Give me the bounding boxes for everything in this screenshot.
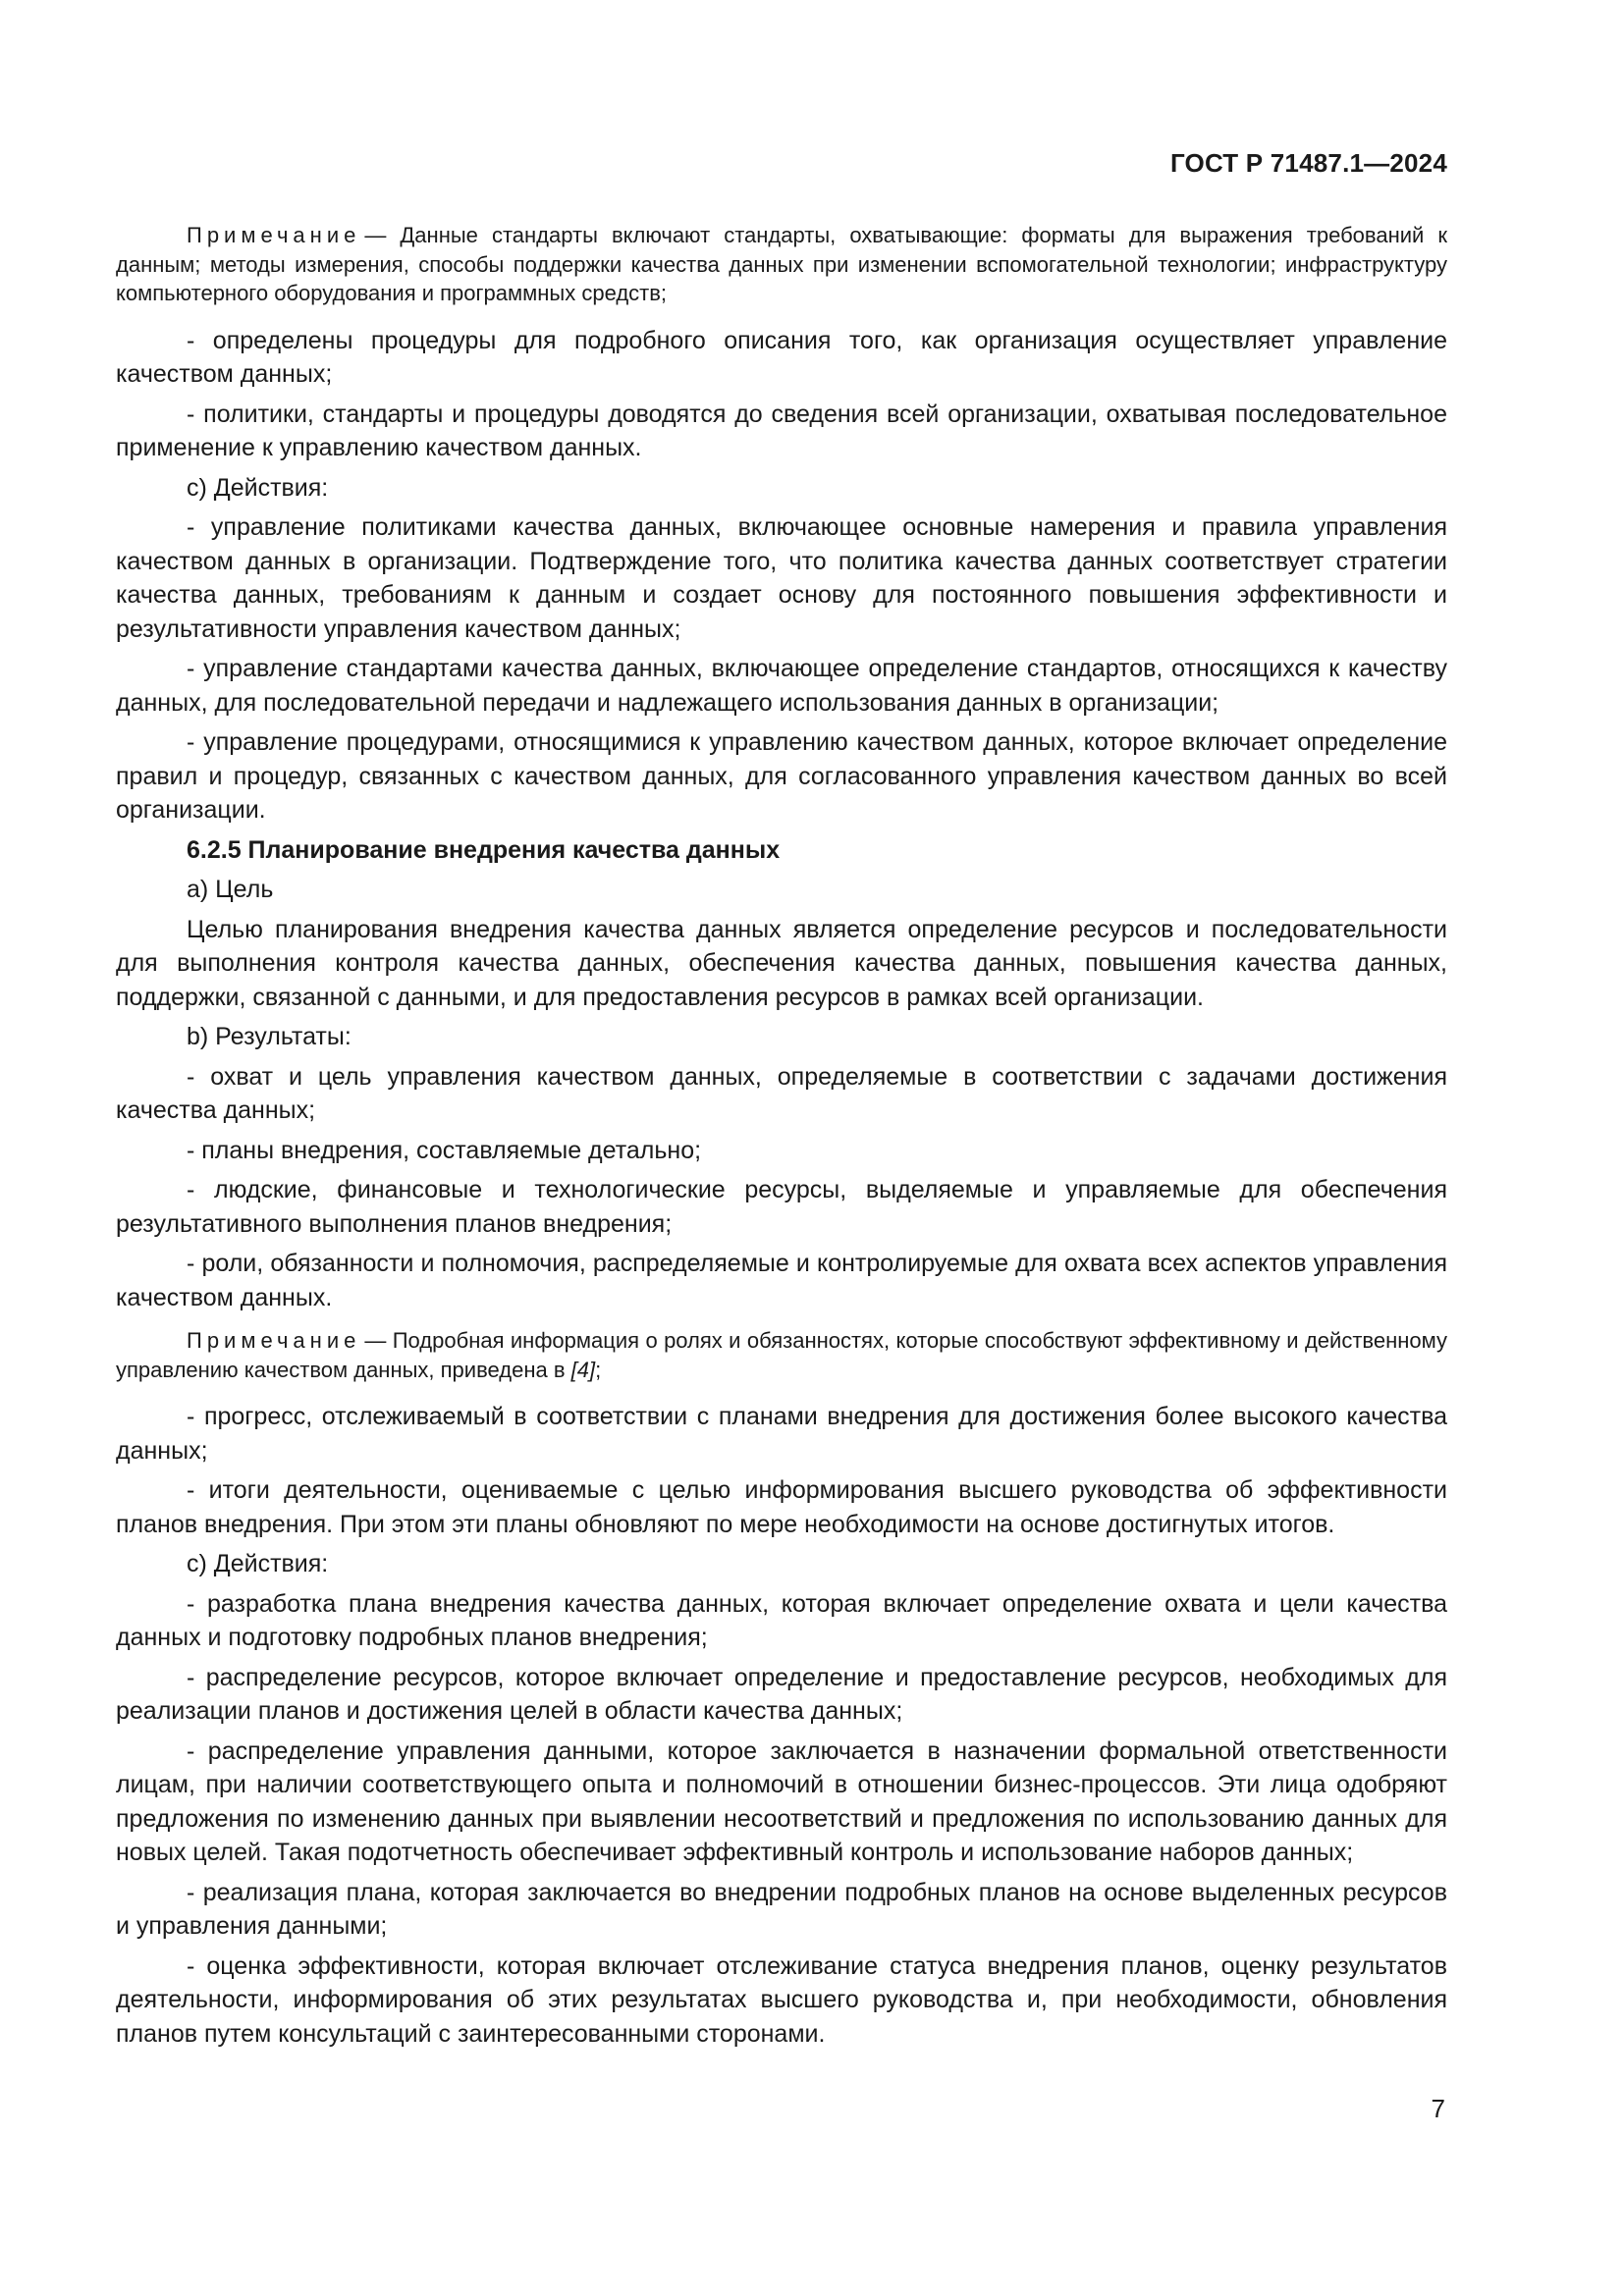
note-tail: ; xyxy=(595,1357,602,1382)
note-label: Примечание xyxy=(187,1328,361,1353)
page-number: 7 xyxy=(1431,2094,1445,2123)
paragraph: Целью планирования внедрения качества данных является определение ресурсов и последовательности для выполнения контроля качества данных, обеспечения качества данных, повышения качества данных, поддержки, связанной с данными, и для предоставления ресурсов в рамках всей организации. xyxy=(116,915,1447,1011)
note-text: — Данные стандарты включают стандарты, охватывающие: форматы для выражения требований к данным; методы измерения, способы поддержки качества данных при изменении вспомогательной технологии; инфраструктуру компьютерного оборудования и программных средств; xyxy=(116,223,1447,305)
subsection-heading: c) Действия: xyxy=(187,473,329,502)
document-number: ГОСТ Р 71487.1—2024 xyxy=(1169,148,1447,178)
list-item: - охват и цель управления качеством данных, определяемые в соответствии с задачами достижения качества данных; xyxy=(116,1062,1447,1124)
subsection-heading: b) Результаты: xyxy=(187,1023,352,1050)
reference-link[interactable]: [4] xyxy=(570,1357,596,1382)
list-item: - управление стандартами качества данных, включающее определение стандартов, относящихся к качеству данных, для последовательной передачи и надлежащего использования данных в организации; xyxy=(116,655,1447,717)
section-title: 6.2.5 Планирование внедрения качества данных xyxy=(187,835,781,864)
subsection-heading: c) Действия: xyxy=(187,1550,329,1577)
list-item: - определены процедуры для подробного описания того, как организация осуществляет управление качеством данных; xyxy=(116,326,1447,388)
note-label: Примечание xyxy=(187,223,361,247)
list-item: - людские, финансовые и технологические ресурсы, выделяемые и управляемые для обеспечения результативного выполнения планов внедрения; xyxy=(116,1176,1447,1238)
list-item: - прогресс, отслеживаемый в соответствии с планами внедрения для достижения более высокого качества данных; xyxy=(116,1403,1447,1465)
note-1 xyxy=(116,221,1447,308)
page-body xyxy=(116,221,1447,2056)
list-item: - распределение управления данными, которое заключается в назначении формальной ответственности лицам, при наличии соответствующего опыта и полномочий в отношении бизнес-процессов. Эти лица одобряют предложения по изменению данных при выявлении несоответствий и предложения по использованию данных для новых целей. Такая подотчетность обеспечивает эффективный контроль и использование наборов данных; xyxy=(116,1736,1447,1866)
note-text: — Подробная информация о ролях и обязанностях, которые способствуют эффективному и действенному управлению качеством данных, приведена в xyxy=(116,1328,1447,1382)
note-2 xyxy=(116,1326,1447,1384)
list-item: - роли, обязанности и полномочия, распределяемые и контролируемые для охвата всех аспектов управления качеством данных. xyxy=(116,1250,1447,1311)
list-item: - управление процедурами, относящимися к управлению качеством данных, которое включает определение правил и процедур, связанных с качеством данных, для согласованного управления качеством данных во всей организации. xyxy=(116,728,1447,824)
list-item: - политики, стандарты и процедуры доводятся до сведения всей организации, охватывая последовательное применение к управлению качеством данных. xyxy=(116,400,1447,461)
subsection-heading: a) Цель xyxy=(187,876,274,903)
list-item: - распределение ресурсов, которое включает определение и предоставление ресурсов, необходимых для реализации планов и достижения целей в области качества данных; xyxy=(116,1663,1447,1725)
list-item: - итоги деятельности, оцениваемые с целью информирования высшего руководства об эффективности планов внедрения. При этом эти планы обновляют по мере необходимости на основе достигнутых итогов. xyxy=(116,1476,1447,1538)
list-item: - оценка эффективности, которая включает отслеживание статуса внедрения планов, оценку результатов деятельности, информирования об этих результатах высшего руководства и, при необходимости, обновления планов путем консультаций с заинтересованными сторонами. xyxy=(116,1951,1447,2048)
list-item: - управление политиками качества данных, включающее основные намерения и правила управления качеством данных в организации. Подтверждение того, что политика качества данных соответствует стратегии качества данных, требованиям к данным и создает основу для постоянного повышения эффективности и результативности управления качеством данных; xyxy=(116,513,1447,643)
list-item: - разработка плана внедрения качества данных, которая включает определение охвата и цели качества данных и подготовку подробных планов внедрения; xyxy=(116,1589,1447,1651)
list-item: - планы внедрения, составляемые детально; xyxy=(187,1136,702,1164)
list-item: - реализация плана, которая заключается во внедрении подробных планов на основе выделенных ресурсов и управления данными; xyxy=(116,1878,1447,1940)
